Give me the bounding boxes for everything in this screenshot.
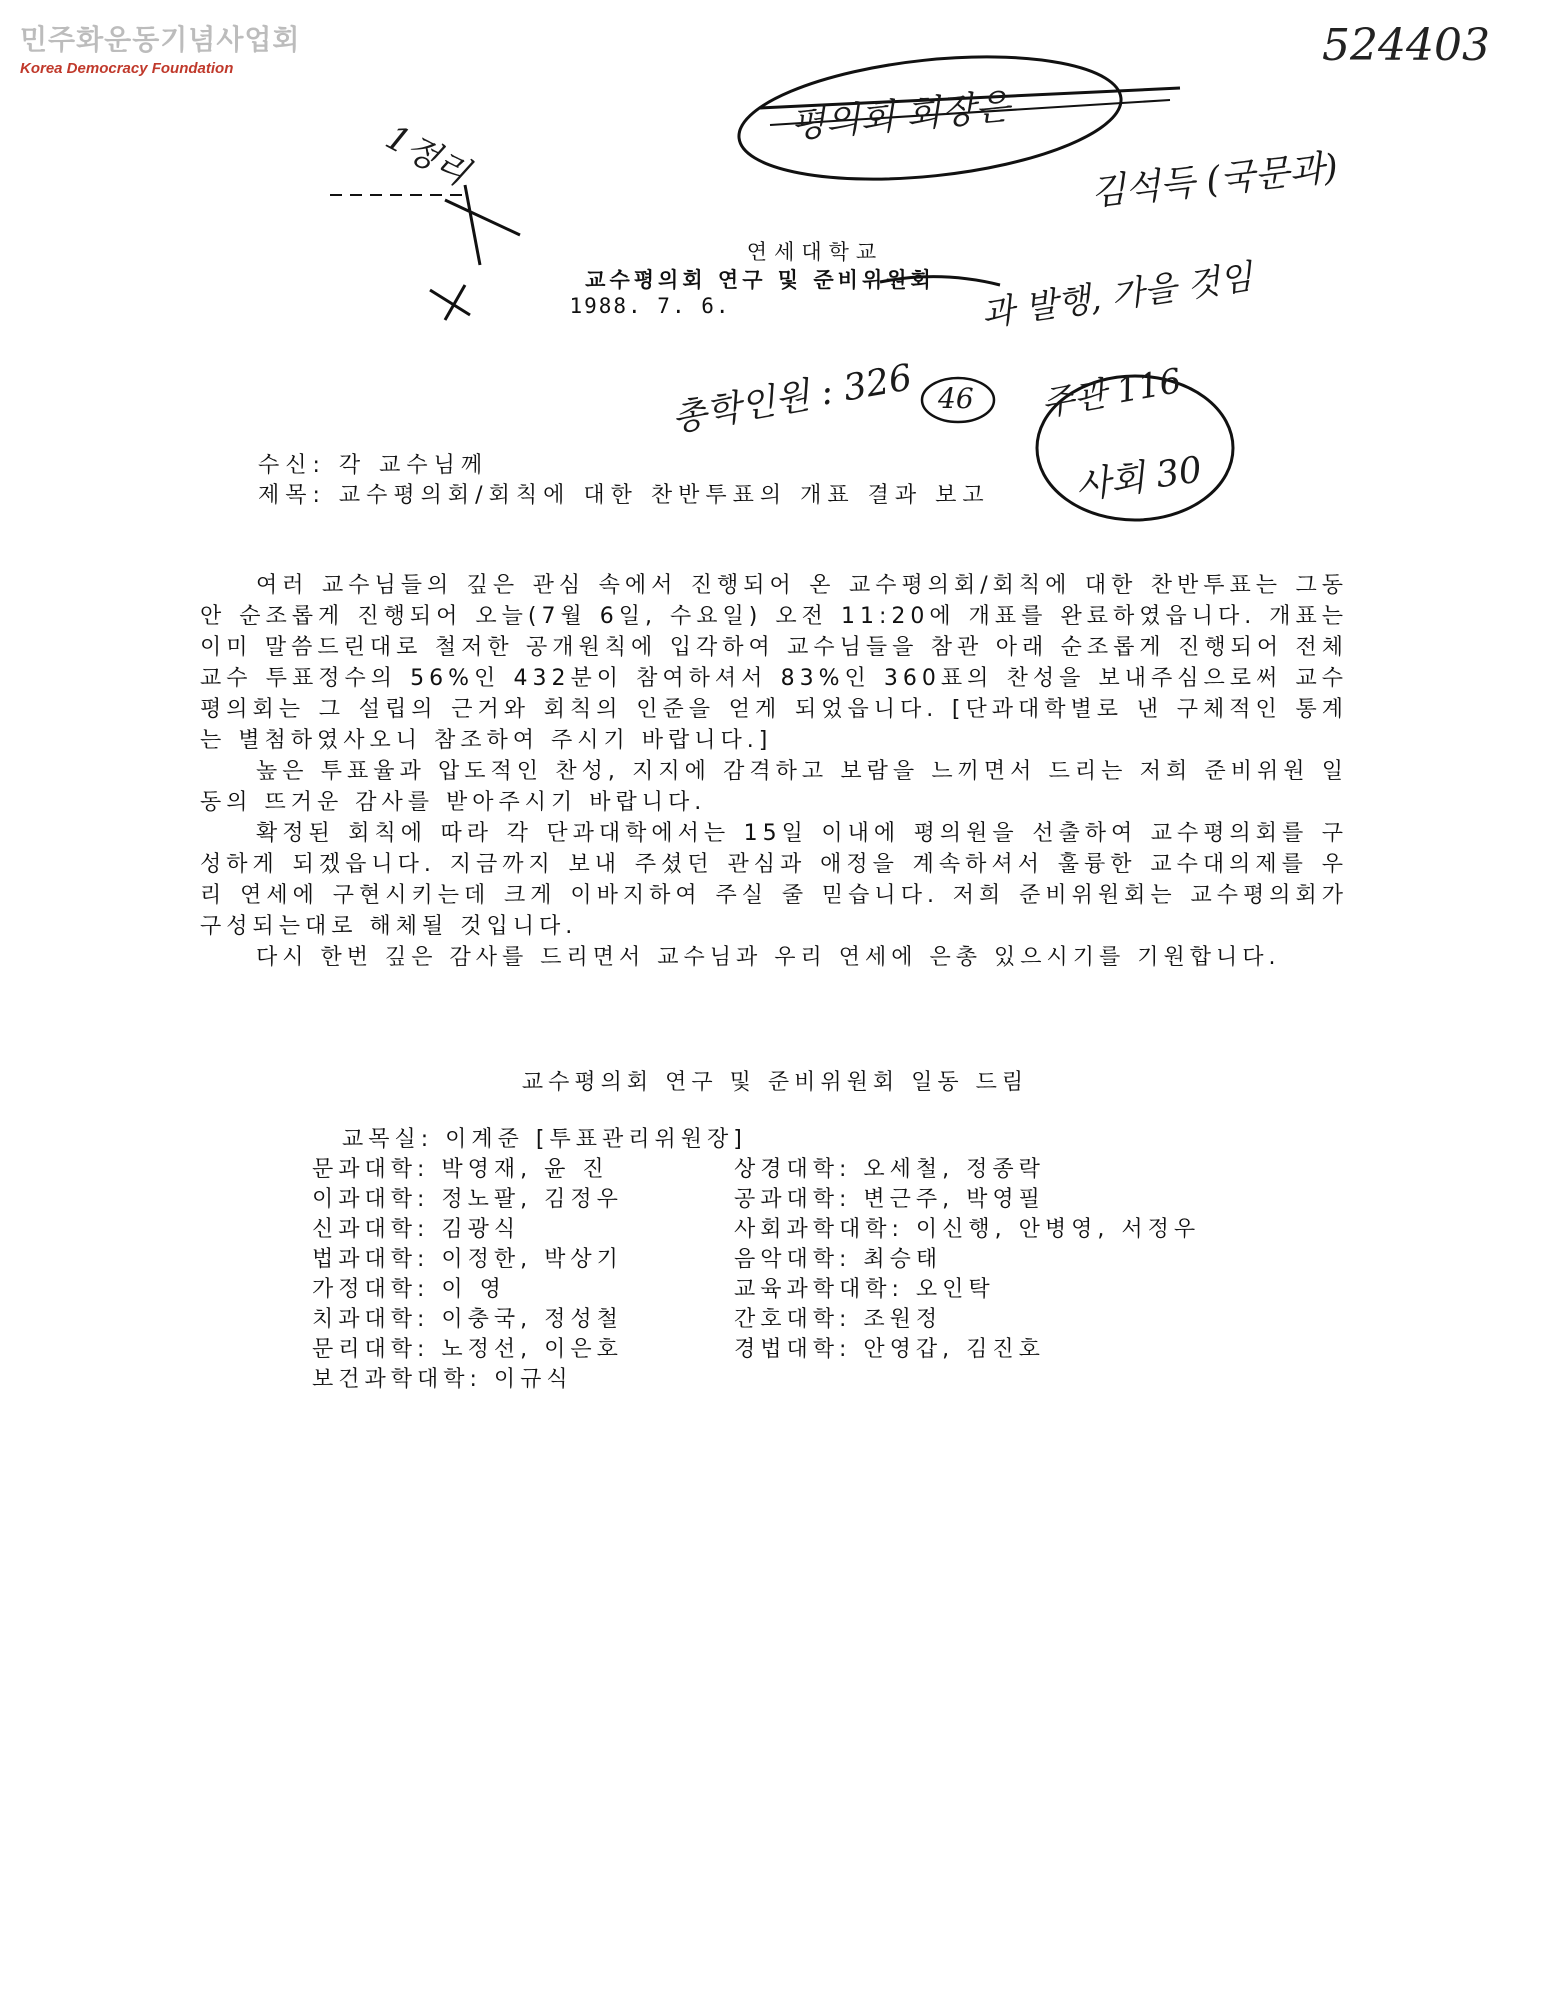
member-left: 보건과학대학: 이규식 xyxy=(312,1367,573,1392)
handwritten-note-top-right-2: 김석득 (국문과) xyxy=(1088,147,1340,214)
signature-line: 교수평의회 연구 및 준비위원회 일동 드림 xyxy=(521,1070,1029,1095)
subject-line: 제목: 교수평의회/회칙에 대한 찬반투표의 개표 결과 보고 xyxy=(258,483,990,508)
member-right: 공과대학: 변근주, 박영필 xyxy=(734,1187,1045,1212)
member-left: 가정대학: 이 영 xyxy=(312,1277,506,1302)
member-left: 신과대학: 김광식 xyxy=(312,1217,521,1242)
logo-korean: 민주화운동기념사업회 xyxy=(20,23,301,56)
document-number: 524403 xyxy=(1322,20,1490,71)
handwritten-note-committee: 과 발행, 가을 것임 xyxy=(979,257,1256,335)
member-left: 문과대학: 박영재, 윤 진 xyxy=(312,1157,609,1182)
handwritten-note-circled: 사회 30 xyxy=(1073,449,1205,508)
member-right: 교육과학대학: 오인탁 xyxy=(734,1277,995,1302)
member-right: 간호대학: 조원정 xyxy=(734,1307,943,1332)
member-left: 치과대학: 이충국, 정성철 xyxy=(312,1307,623,1332)
handwritten-note-mid-left: 총학인원 : 326 xyxy=(668,357,916,440)
member-right: 경법대학: 안영갑, 김진호 xyxy=(734,1337,1045,1362)
university-name: 연세대학교 xyxy=(746,240,884,264)
handwritten-note-top-right-1: 평의회 회장은 xyxy=(788,86,1012,147)
logo-english: Korea Democracy Foundation xyxy=(20,60,234,77)
member-right: 상경대학: 오세철, 정종락 xyxy=(734,1157,1045,1182)
paragraph-4: 다시 한번 깊은 감사를 드리면서 교수님과 우리 연세에 은총 있으시기를 기원합니다. xyxy=(256,945,1281,970)
handwritten-note-mid-right: 주관 116 xyxy=(1038,360,1185,425)
document-date: 1988. 7. 6. xyxy=(569,294,731,318)
paragraph-3: 확정된 회칙에 따라 각 단과대학에서는 15일 이내에 평의원을 선출하여 교수평의회를 구성하게 되겠읍니다. 지금까지 보내 주셨던 관심과 애정을 계속하셔서 훌륭한 교수대의제를 우리 연세에 구현시키는데 크게 이바지하여 주실 줄 믿습니다. 저희 준비위원회는 교수평의회가 구성되는대로 해체될 것입니다. xyxy=(200,821,1348,939)
member-left: 문리대학: 노정선, 이은호 xyxy=(312,1337,623,1362)
member-left: 법과대학: 이정한, 박상기 xyxy=(312,1247,623,1272)
recipient-line: 수신: 각 교수님께 xyxy=(258,453,489,478)
member-left: 교목실: 이계준 [투표관리위원장] xyxy=(342,1127,747,1152)
paragraph-1: 여러 교수님들의 깊은 관심 속에서 진행되어 온 교수평의회/회칙에 대한 찬반투표는 그동안 순조롭게 진행되어 오늘(7월 6일, 수요일) 오전 11:20에 개표를 완료하였읍니다. 개표는 이미 말씀드린대로 철저한 공개원칙에 입각하여 교수님들을 참관 아래 순조롭게 진행되어 전체 교수 투표정수의 56%인 432분이 참여하셔서 83%인 360표의 찬성을 보내주심으로써 교수평의회는 그 설립의 근거와 회칙의 인준을 얻게 되었읍니다. [단과대학별로 낸 구체적인 통계는 별첨하였사오니 참조하여 주시기 바랍니다.] xyxy=(200,573,1348,753)
committee-name: 교수평의회 연구 및 준비위원회 xyxy=(585,268,935,292)
letter-body xyxy=(200,570,1348,973)
paragraph-2: 높은 투표율과 압도적인 찬성, 지지에 감격하고 보람을 느끼면서 드리는 저희 준비위원 일동의 뜨거운 감사를 받아주시기 바랍니다. xyxy=(200,759,1348,815)
member-left: 이과대학: 정노팔, 김정우 xyxy=(312,1187,623,1212)
member-right: 사회과학대학: 이신행, 안병영, 서정우 xyxy=(734,1217,1201,1242)
handwritten-note-mid-num: 46 xyxy=(938,382,974,415)
member-right: 음악대학: 최승태 xyxy=(734,1247,943,1272)
handwritten-note-top-left: 1정리 xyxy=(379,117,475,194)
